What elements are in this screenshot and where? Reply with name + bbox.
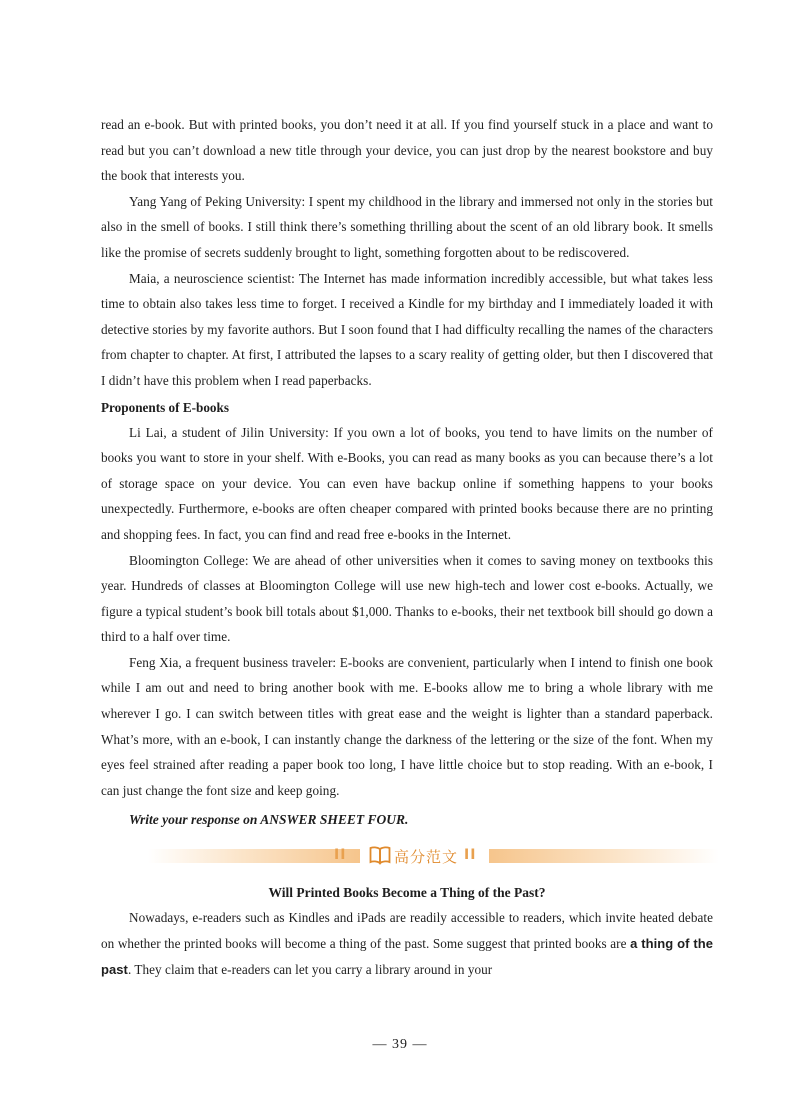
banner-bar-left xyxy=(148,849,360,863)
answer-sheet-instruction: Write your response on ANSWER SHEET FOUR. xyxy=(129,812,409,828)
page-number: — 39 — xyxy=(372,1037,428,1052)
section-heading-proponents: Proponents of E-books xyxy=(101,399,229,415)
essay-title: Will Printed Books Become a Thing of the Past? xyxy=(268,885,546,901)
model-essay-banner xyxy=(101,839,713,873)
essay-bold-phrase: a thing of the past xyxy=(101,936,713,977)
paragraph-bloomington-college: Bloomington College: We are ahead of other universities when it comes to saving money on textbooks this year. Hundreds of classes at Bloomington College will use new high-tech and lower cost e-books. Actually, we figure a typical student’s book bill totals about $1,000. Thanks to e-books, their net textbook bill should go down a third to a half over time. xyxy=(101,552,713,645)
essay-intro-paragraph xyxy=(101,905,713,982)
banner-divider-right: II xyxy=(464,847,477,864)
paragraph-yang-yang: Yang Yang of Peking University: I spent my childhood in the library and immersed not only in the stories but also in the smell of books. I still think there’s something thrilling about the scent of an old library book. It smells like the promise of secrets suddenly brought to light, something forgotten about to be rediscovered. xyxy=(101,193,713,260)
banner-divider-left: II xyxy=(334,847,347,864)
banner-label: 高分范文 xyxy=(394,848,459,867)
paragraph-li-lai: Li Lai, a student of Jilin University: If you own a lot of books, you tend to have limits on the number of books you want to store in your shelf. With e-Books, you can read as many books as you can because there’s a lot of storage space on your device. You can even have backup online if something happens to your books unexpectedly. Furthermore, e-books are often cheaper compared with printed books because there are no printing and shopping fees. In fact, you can find and read free e-books in the Internet. xyxy=(101,424,713,542)
paragraph-maia: Maia, a neuroscience scientist: The Internet has made information incredibly accessible, but what takes less time to obtain also takes less time to forget. I received a Kindle for my birthday and I immediately loaded it with detective stories by my favorite authors. But I soon found that I had difficulty recalling the names of the characters from chapter to chapter. At first, I attributed the lapses to a scary reality of getting older, but then I discovered that I didn’t have this problem when I read paperbacks. xyxy=(101,270,713,388)
open-book-icon xyxy=(369,845,391,865)
banner-bar-right xyxy=(489,849,719,863)
essay-intro-after: . They claim that e-readers can let you carry a library around in your xyxy=(127,961,493,977)
document-page xyxy=(101,112,713,982)
paragraph-continuation: read an e-book. But with printed books, you don’t need it at all. If you find yourself stuck in a place and want to read but you can’t download a new title through your device, you can just drop by the nearest bookstore and buy the book that interests you. xyxy=(101,117,713,184)
paragraph-feng-xia: Feng Xia, a frequent business traveler: E-books are convenient, particularly when I intend to finish one book while I am out and need to bring another book with me. E-books allow me to bring a whole library with me wherever I go. I can switch between titles with great ease and the weight is lighter than a standard paperback. What’s more, with an e-book, I can instantly change the darkness of the lettering or the size of the font. When my eyes feel strained after reading a paper book too long, I have little choice but to stop reading. With an e-book, I can just change the font size and keep going. xyxy=(101,654,713,798)
essay-intro-before: Nowadays, e-readers such as Kindles and iPads are readily accessible to readers, which invite heated debate on whether the printed books will become a thing of the past. Some suggest that printed books are xyxy=(101,910,713,952)
